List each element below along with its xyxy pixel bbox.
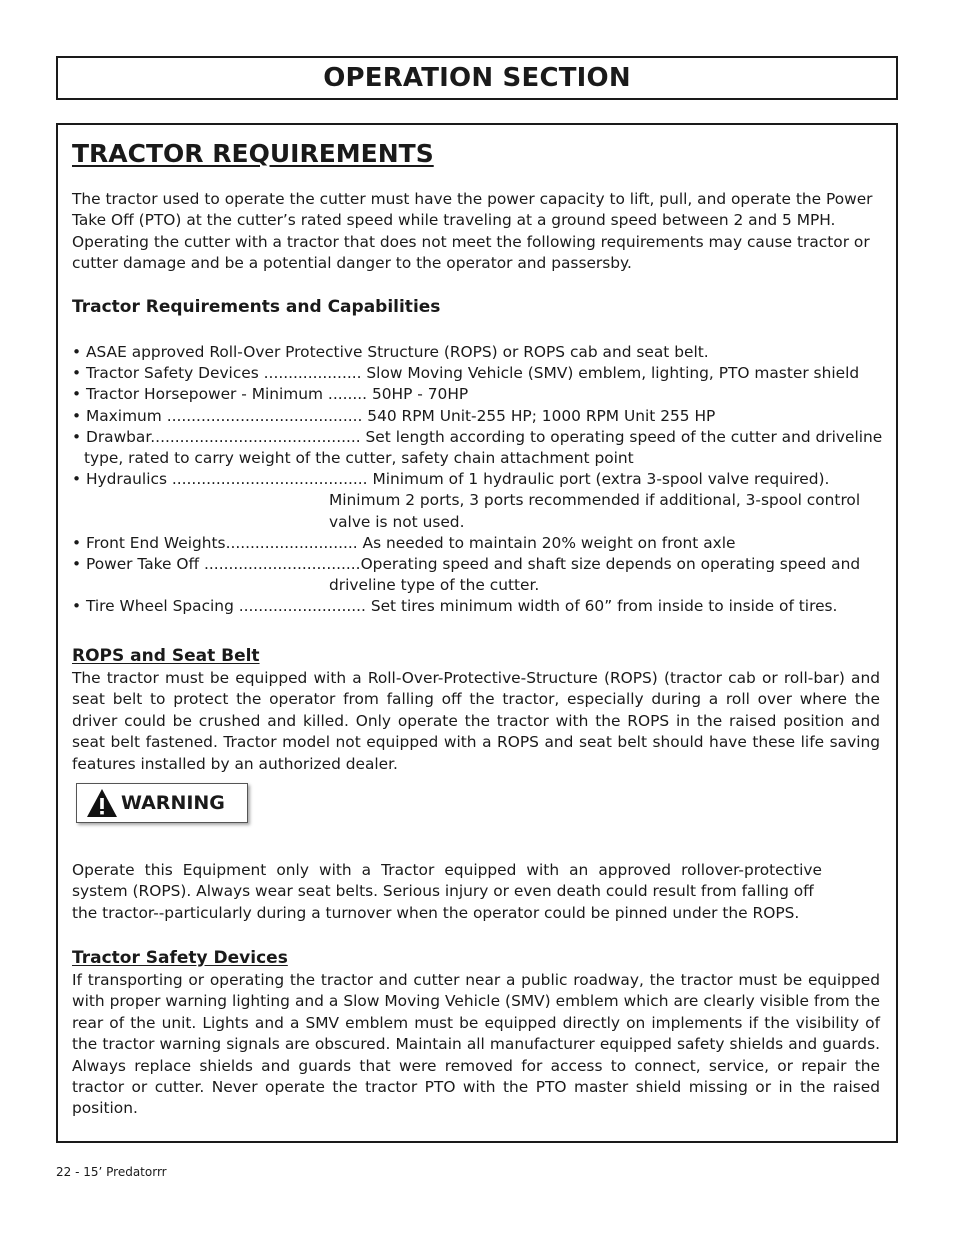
list-item-continuation: Minimum 2 ports, 3 ports recommended if additional, 3-spool control xyxy=(329,491,861,510)
section-header-title: OPERATION SECTION xyxy=(323,63,631,93)
safety-devices-paragraph: If transporting or operating the tractor and cutter near a public roadway, the tractor must be equipped with proper warning lighting and a Slow Moving Vehicle (SMV) emblem which are clearly visible from the rear of the unit. Lights and a SMV emblem must be equipped directly on implements if the visibility of the tractor warning signals are obscured. Maintain all manufacturer equipped safety shields and guards. Always replace shields and guards that were removed for access to connect, service, or repair the tractor or cutter. Never operate the tractor PTO with the PTO master shield missing or in the raised position. xyxy=(72,971,880,1118)
warning-text: WARNING xyxy=(121,792,225,814)
safety-devices-heading: Tractor Safety Devices xyxy=(72,948,288,968)
intro-line: The tractor used to operate the cutter must have the power capacity to lift, pull, and operate the Power xyxy=(72,190,873,208)
list-item: • Maximum ........................................ 540 RPM Unit-255 HP; 1000 RPM Unit 255 HP xyxy=(72,406,716,425)
requirements-list xyxy=(72,342,892,618)
intro-line: cutter damage and be a potential danger to the operator and passersby. xyxy=(72,254,632,273)
rops-heading: ROPS and Seat Belt xyxy=(72,646,260,666)
warning-line: Operate this Equipment only with a Tractor equipped with an approved rollover-protective xyxy=(72,861,822,879)
warning-triangle-icon xyxy=(85,787,119,819)
list-item: • Power Take Off ................................Operating speed and shaft size depends on operating speed and xyxy=(72,555,861,574)
warning-line: the tractor--particularly during a turnover when the operator could be pinned under the ROPS. xyxy=(72,903,800,922)
warning-paragraph xyxy=(72,860,822,924)
rops-paragraph: The tractor must be equipped with a Roll-Over-Protective-Structure (ROPS) (tractor cab or roll-bar) and seat belt to protect the operator from falling off the tractor, especially during a roll over where the driver could be crushed and killed. Only operate the tractor with the ROPS in the raised position and seat belt fastened. Tractor model not equipped with a ROPS and seat belt should have these life saving features installed by an authorized dealer. xyxy=(72,669,880,773)
list-item: • Front End Weights........................... As needed to maintain 20% weight on front axle xyxy=(72,533,736,552)
tractor-requirements-panel xyxy=(56,123,898,1143)
section-header-box xyxy=(56,56,898,100)
list-item: • Tractor Horsepower - Minimum ........ 50HP - 70HP xyxy=(72,385,469,404)
capabilities-heading: Tractor Requirements and Capabilities xyxy=(72,297,441,317)
intro-paragraph xyxy=(72,189,880,275)
intro-line: Take Off (PTO) at the cutter’s rated speed while traveling at a ground speed between 2 and 5 MPH. xyxy=(72,211,836,230)
page-title: TRACTOR REQUIREMENTS xyxy=(72,139,434,168)
list-item: • Hydraulics ........................................ Minimum of 1 hydraulic port (extra 3-spool valve required). xyxy=(72,470,830,489)
list-item: • ASAE approved Roll-Over Protective Structure (ROPS) or ROPS cab and seat belt. xyxy=(72,343,709,361)
page-footer: 22 - 15’ Predatorrr xyxy=(56,1165,167,1179)
list-item-continuation: type, rated to carry weight of the cutter, safety chain attachment point xyxy=(84,449,634,468)
warning-label xyxy=(76,783,248,823)
list-item: • Tire Wheel Spacing .......................... Set tires minimum width of 60” from inside to inside of tires. xyxy=(72,597,838,616)
warning-line: system (ROPS). Always wear seat belts. Serious injury or even death could result from falling off xyxy=(72,882,814,901)
list-item: • Drawbar........................................... Set length according to operating speed of the cutter and driveline xyxy=(72,427,883,446)
list-item: • Tractor Safety Devices .................... Slow Moving Vehicle (SMV) emblem, lighting, PTO master shield xyxy=(72,364,860,383)
list-item-continuation: valve is not used. xyxy=(329,512,465,531)
list-item-continuation: driveline type of the cutter. xyxy=(329,576,540,595)
intro-line: Operating the cutter with a tractor that does not meet the following requirements may cause tractor or xyxy=(72,232,870,251)
